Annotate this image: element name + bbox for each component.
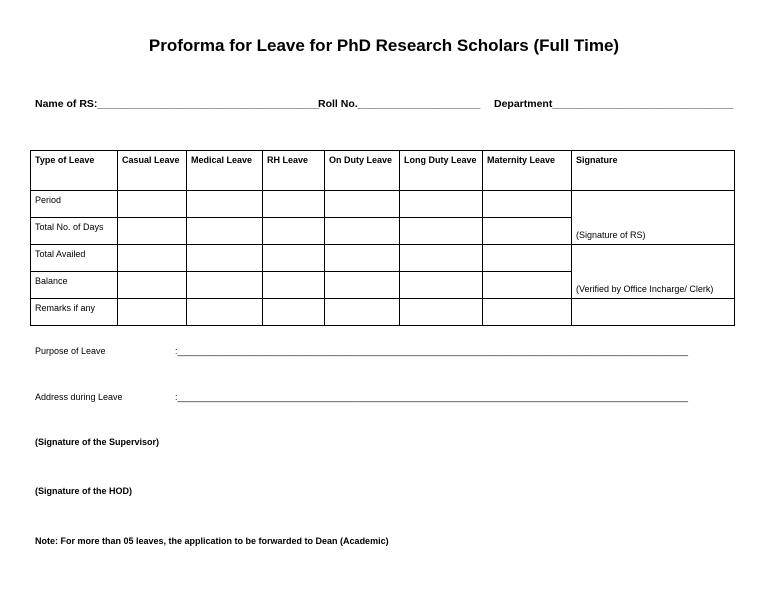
purpose-of-leave-row [35,346,688,356]
row-label-total-availed: Total Availed [31,245,118,272]
hod-signature-label: (Signature of the HOD) [35,486,132,496]
table-cell[interactable] [483,245,572,272]
table-cell[interactable] [483,191,572,218]
header-rh-leave: RH Leave [263,151,325,191]
table-cell[interactable] [400,245,483,272]
department-field[interactable]: Department_______________________________ [494,98,734,110]
table-cell[interactable] [118,218,187,245]
table-header-row [31,151,735,191]
header-medical-leave: Medical Leave [187,151,263,191]
table-row [31,191,735,218]
address-during-leave-field[interactable]: :______________________________________________________________________________________________________ [175,392,689,402]
header-signature: Signature [572,151,735,191]
row-label-balance: Balance [31,272,118,299]
header-type-of-leave: Type of Leave [31,151,118,191]
purpose-of-leave-field[interactable]: :______________________________________________________________________________________________________ [175,346,689,356]
row-label-period: Period [31,191,118,218]
table-cell[interactable] [187,272,263,299]
table-cell[interactable] [400,191,483,218]
table-cell[interactable] [483,218,572,245]
purpose-of-leave-label: Purpose of Leave [35,346,106,356]
row-label-total-days: Total No. of Days [31,218,118,245]
table-cell[interactable] [572,299,735,326]
table-cell[interactable] [118,272,187,299]
header-on-duty-leave: On Duty Leave [325,151,400,191]
table-cell[interactable] [325,245,400,272]
table-cell[interactable] [263,299,325,326]
table-cell[interactable] [400,272,483,299]
table-row [31,245,735,272]
header-long-duty-leave: Long Duty Leave [400,151,483,191]
leave-table [30,150,735,326]
table-cell[interactable] [263,191,325,218]
page-title: Proforma for Leave for PhD Research Scholars (Full Time) [148,36,620,55]
table-cell[interactable] [325,218,400,245]
table-cell[interactable] [263,245,325,272]
table-cell[interactable] [483,272,572,299]
table-cell[interactable] [483,299,572,326]
table-cell[interactable] [400,218,483,245]
table-cell[interactable] [187,299,263,326]
address-during-leave-label: Address during Leave [35,392,123,402]
table-cell[interactable] [187,218,263,245]
table-cell[interactable] [118,191,187,218]
signature-of-rs-cell[interactable]: (Signature of RS) [572,191,735,245]
header-maternity-leave: Maternity Leave [483,151,572,191]
header-casual-leave: Casual Leave [118,151,187,191]
table-cell[interactable] [325,272,400,299]
table-cell[interactable] [263,218,325,245]
office-verification-cell[interactable]: (Verified by Office Incharge/ Clerk) [572,245,735,299]
name-of-rs-field[interactable]: Name of RS:______________________________________ [35,98,320,110]
table-cell[interactable] [263,272,325,299]
table-cell[interactable] [118,245,187,272]
address-during-leave-row [35,392,688,402]
row-label-remarks: Remarks if any [31,299,118,326]
table-cell[interactable] [187,245,263,272]
table-cell[interactable] [325,191,400,218]
note-text: Note: For more than 05 leaves, the application to be forwarded to Dean (Academic) [35,536,389,546]
supervisor-signature-label: (Signature of the Supervisor) [35,437,160,447]
table-cell[interactable] [325,299,400,326]
table-cell[interactable] [187,191,263,218]
table-row [31,299,735,326]
table-cell[interactable] [400,299,483,326]
roll-no-field[interactable]: Roll No._____________________ [318,98,481,110]
table-cell[interactable] [118,299,187,326]
